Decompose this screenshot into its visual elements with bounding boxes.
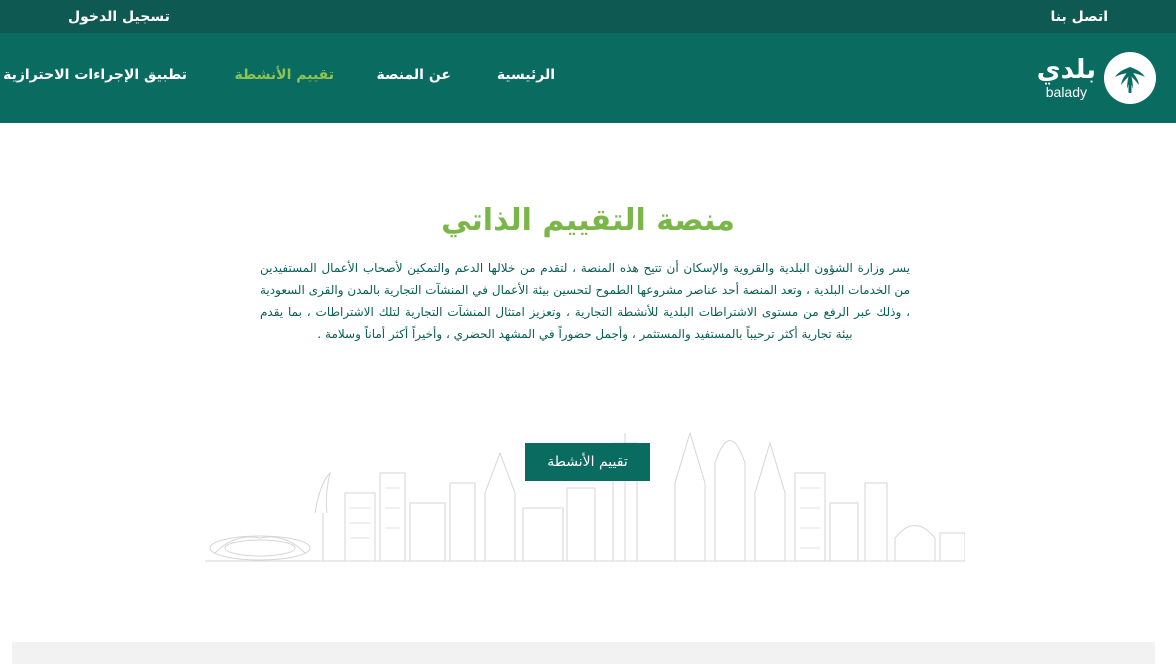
balady-logo[interactable] [1032,51,1156,105]
city-skyline-illustration [205,413,965,563]
logo-english: balady [1045,84,1088,100]
contact-link[interactable]: اتصل بنا [1050,8,1108,25]
main-navbar [0,33,1176,123]
nav-home[interactable]: الرئيسية [496,67,555,83]
nav-about[interactable]: عن المنصة [376,67,451,83]
logo-wordmark [1037,57,1096,99]
nav-precaution-app[interactable]: تطبيق الإجراءات الاحترازية [3,67,187,83]
evaluate-activities-button[interactable]: تقييم الأنشطة [525,443,650,481]
logo-arabic: بلدي [1036,55,1096,85]
page-title: منصة التقييم الذاتي [441,203,735,238]
page-description: يسر وزارة الشؤون البلدية والقروية والإسكان أن تتيح هذه المنصة ، لتقدم من خلالها الدعم والتمكين لأصحاب الأعمال المستفيدين من الخدمات البلدية ، وتعد المنصة أحد عناصر مشروعها الطموح لتحسين بيئة الأعمال في المنشآت التجارية بالمدن والقرى السعودية ، وذلك عبر الرفع من مستوى الاشتراطات البلدية للأنشطة التجارية ، وتعزيز امتثال المنشآت التجارية لتلك الاشتراطات ، بما يقدم بيئة تجارية أكثر ترحيباً بالمستفيد والمستثمر ، وأجمل حضوراً في المشهد الحضري ، وأخيراً أكثر أماناً وسلامة . [260,261,910,341]
nav-activities[interactable]: تقييم الأنشطة [234,67,334,83]
main-content [0,123,1176,664]
footer-strip [12,642,1155,664]
palm-icon [1104,52,1156,104]
top-bar [0,0,1176,33]
login-link[interactable]: تسجيل الدخول [68,8,170,25]
